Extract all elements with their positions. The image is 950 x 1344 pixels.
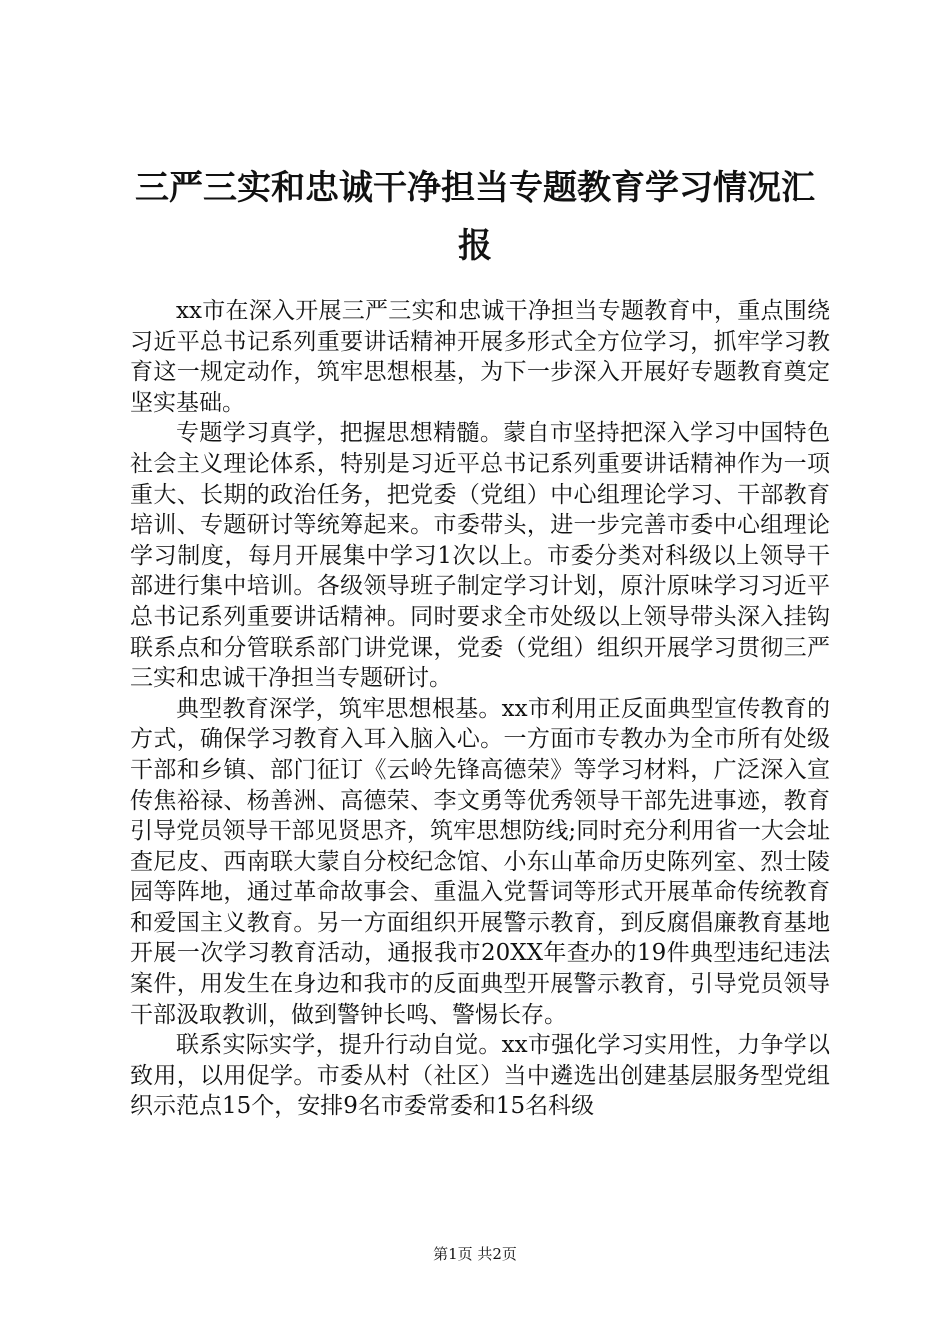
- paragraph-typical-education: 典型教育深学，筑牢思想根基。xx市利用正反面典型宣传教育的方式，确保学习教育入耳入脑入心。一方面市专教办为全市所有处级干部和乡镇、部门征订《云岭先锋高德荣》等学习材料，广泛深入宣传焦裕禄、杨善洲、高德荣、李文勇等优秀领导干部先进事迹，教育引导党员领导干部见贤思齐，筑牢思想防线;同时充分利用省一大会址查尼皮、西南联大蒙自分校纪念馆、小东山革命历史陈列室、烈士陵园等阵地，通过革命故事会、重温入党誓词等形式开展革命传统教育和爱国主义教育。另一方面组织开展警示教育，到反腐倡廉教育基地开展一次学习教育活动，通报我市20XX年查办的19件典型违纪违法案件，用发生在身边和我市的反面典型开展警示教育，引导党员领导干部汲取教训，做到警钟长鸣、警惕长存。: [130, 695, 830, 1028]
- document-title-line-2: 报: [458, 226, 492, 266]
- page-footer: 第1页 共2页: [433, 1245, 517, 1263]
- paragraph-practical-study: 联系实际实学，提升行动自觉。xx市强化学习实用性，力争学以致用，以用促学。市委从村（社区）当中遴选出创建基层服务型党组织示范点15个，安排9名市委常委和15名科级: [130, 1032, 830, 1120]
- document-body: [130, 296, 830, 1122]
- paragraph-intro: xx市在深入开展三严三实和忠诚干净担当专题教育中，重点围绕习近平总书记系列重要讲话精神开展多形式全方位学习，抓牢学习教育这一规定动作，筑牢思想根基，为下一步深入开展好专题教育奠定坚实基础。: [130, 298, 830, 416]
- document-title-line-1: 三严三实和忠诚干净担当专题教育学习情况汇: [135, 168, 815, 208]
- paragraph-topic-study: 专题学习真学，把握思想精髓。蒙自市坚持把深入学习中国特色社会主义理论体系，特别是习近平总书记系列重要讲话精神作为一项重大、长期的政治任务，把党委（党组）中心组理论学习、干部教育培训、专题研讨等统筹起来。市委带头，进一步完善市委中心组理论学习制度，每月开展集中学习1次以上。市委分类对科级以上领导干部进行集中培训。各级领导班子制定学习计划，原汁原味学习习近平总书记系列重要讲话精神。同时要求全市处级以上领导带头深入挂钩联系点和分管联系部门讲党课，党委（党组）组织开展学习贯彻三严三实和忠诚干净担当专题研讨。: [130, 420, 830, 692]
